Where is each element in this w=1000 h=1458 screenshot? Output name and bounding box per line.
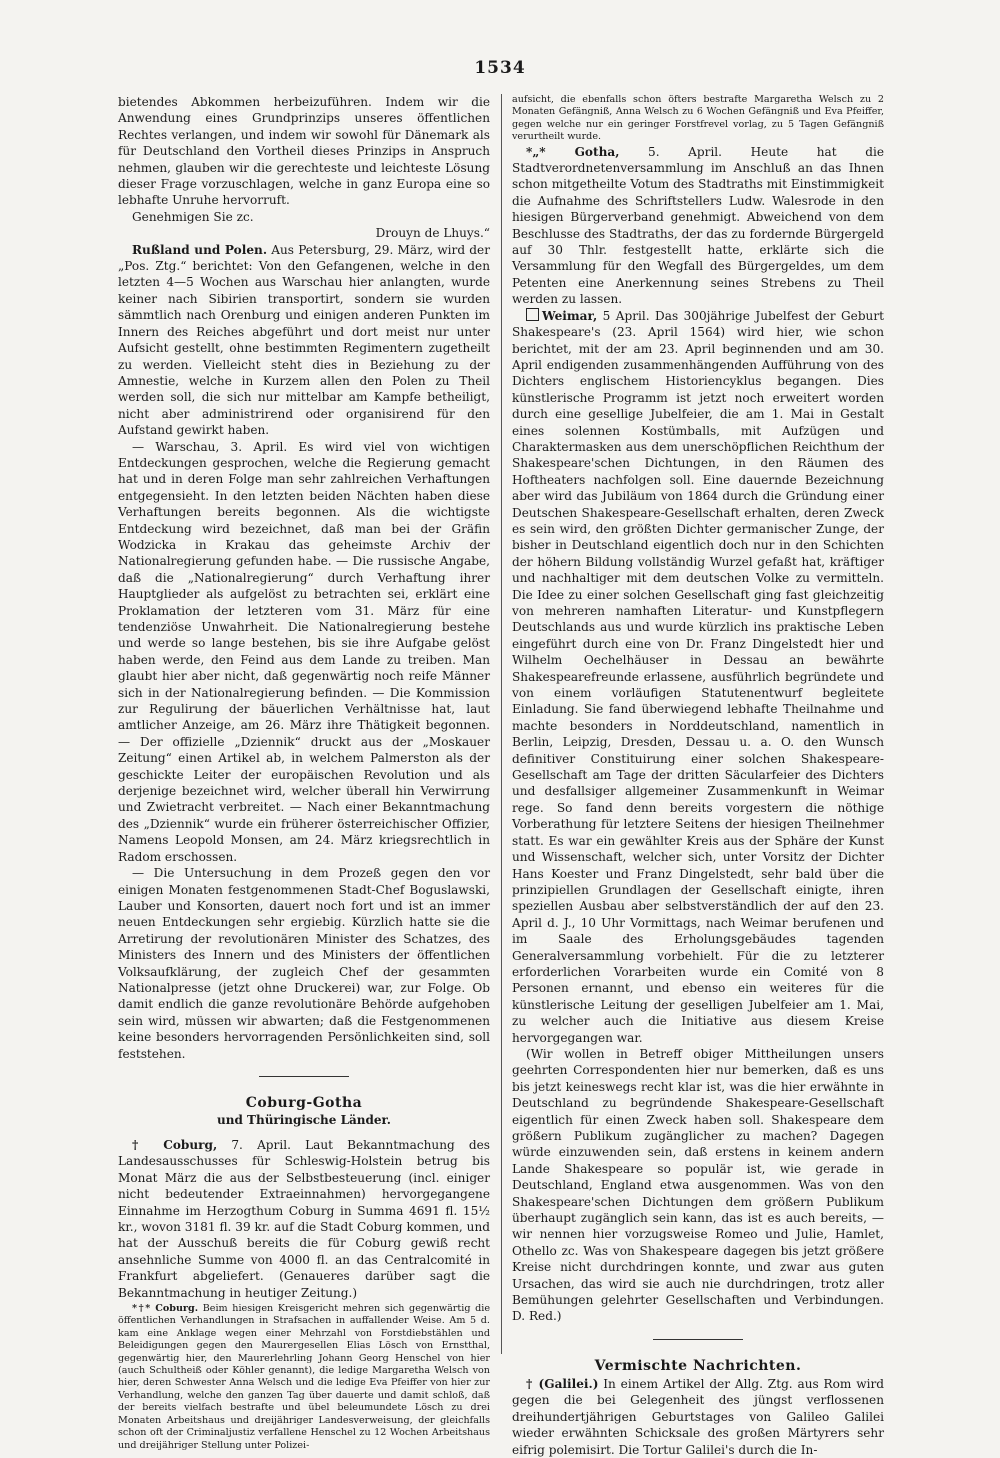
letter-closing: Genehmigen Sie zc. bbox=[132, 209, 254, 224]
russia-article bbox=[118, 242, 490, 439]
weimar-article bbox=[512, 308, 884, 1046]
russia-heading: Rußland und Polen. bbox=[132, 242, 268, 257]
box-marker-icon bbox=[526, 308, 539, 321]
galilei-article bbox=[512, 1376, 884, 1458]
gotha-body: 5. April. Heute hat die Stadtverordnetenversammlung im Anschluß an das Ihnen schon mitgetheilte Votum des Stadtraths mit Einstimmigkeit die Aufnahme des Schriftstellers Ludw. Walesrode in den hiesigen Bürgerverband genehmigt. Abweichend von dem Beschlusse des Stadtraths, der das zu fordernde Bürgergeld auf 30 Thlr. festgestellt hatte, erklärte sich die Versammlung für den Wegfall des Bürgergeldes, um dem Petenten eine Anerkennung seines Strebens zu Theil werden zu lassen. bbox=[512, 144, 884, 307]
coburg-body: 7. April. Laut Bekanntmachung des Landesausschusses für Schleswig-Holstein betrug bis Monat März die aus der Selbstbesteuerung (incl. einiger nicht bedeutender Extraeinnahmen) hervorgegangene Einnahme im Herzogthum Coburg in Summa 4691 fl. 15½ kr., wovon 3181 fl. 39 kr. auf die Stadt Coburg kommen, und hat der Ausschuß bereits die für Coburg gewiß recht ansehnliche Summe von 4000 fl. an das Centralcomité in Frankfurt abgeliefert. (Genaueres darüber sagt die Bekanntmachung in heutiger Zeitung.) bbox=[118, 1137, 490, 1300]
letter-signature: Drouyn de Lhuys.“ bbox=[375, 226, 490, 241]
column-rule bbox=[501, 94, 502, 1354]
coburg-article bbox=[118, 1137, 490, 1301]
court-heading: *†* Coburg. bbox=[132, 1303, 199, 1315]
investigation-article: — Die Untersuchung in dem Prozeß gegen den vor einigen Monaten festgenommenen Stadt-Chef Boguslawski, Lauber und Konsorten, dauert noch fort und ist an immer neuen Entdeckungen sehr ergiebig. Kürzlich hatte sie die Arretirung der revolutionären Minister des Schatzes, des Ministers des Innern und des Ministers der öffentlichen Volksaufklärung, der zugleich Chef der gesammten Nationalpresse (jetzt ohne Druckerei) war, zur Folge. Ob damit endlich die ganze revolutionäre Behörde aufgehoben sein wird, müssen wir abwarten; daß die Festgenommenen keine besonders hervorragenden Persönlichkeiten sind, soll feststehen. bbox=[118, 866, 490, 1061]
court-article-continuation: aufsicht, die ebenfalls schon öfters bestrafte Margaretha Welsch zu 2 Monaten Gefängniß, Anna Welsch zu 6 Wochen Gefängniß und Eva Pfeiffer, gegen welche nur ein geringer Forstfrevel vorlag, zu 5 Tagen Gefängniß verurtheilt wurde. bbox=[512, 94, 884, 143]
section-divider bbox=[259, 1076, 349, 1077]
coburg-heading: † Coburg, bbox=[132, 1137, 218, 1152]
warsaw-article: — Warschau, 3. April. Es wird viel von wichtigen Entdeckungen gesprochen, welche die Regierung gemacht hat und in deren Folge man sehr zahlreichen Verhaftungen entgegensieht. In den letzten beiden Nächten haben diese Verhaftungen bereits begonnen. Als die wichtigste Entdeckung wird bezeichnet, daß man bei der Gräfin Wodzicka in Krakau das geheimste Archiv der Nationalregierung gefunden habe. — Die russische Angabe, daß die „Nationalregierung“ durch Verhaftung ihrer Hauptglieder als aufgelöst zu betrachten sei, erklärt eine Proklamation der letzteren vom 31. März für eine tendenziöse Unwahrheit. Die Nationalregierung bestehe und werde so lange bestehen, bis sie ihre Aufgabe gelöst haben werde, den Feind aus dem Lande zu treiben. Man glaubt hier aber nicht, daß gegenwärtig noch reife Männer sich in der Nationalregierung befinden. — Die Kommission zur Regulirung der bäuerlichen Verhältnisse hat, laut amtlicher Anzeige, am 26. März ihre Thätigkeit begonnen. — Der offizielle „Dziennik“ druckt aus der „Moskauer Zeitung“ einen Artikel ab, in welchem Palmerston als der geschickte Leiter der europäischen Revolution und als derjenige bezeichnet wird, welcher überall hin Verwirrung und Zwietracht verbreitet. — Nach einer Bekanntmachung des „Dziennik“ wurde ein früherer österreichischer Offizier, Namens Leopold Monsen, am 24. März kriegsrechtlich in Radom erschossen. bbox=[118, 439, 490, 864]
weimar-body: 5 April. Das 300jährige Jubelfest der Geburt Shakespeare's (23. April 1564) wird hier, wie schon berichtet, mit der am 23. April beginnenden und am 30. April endigenden zusammenhängenden Aufführung von des Dichters englischem Historiencyklus begangen. Dies künstlerische Programm ist jetzt noch erweitert worden durch eine gesellige Jubelfeier, die am 1. Mai in Gestalt eines solennen Kostümballs, mit Aufzügen und Charaktermasken aus dem unerschöpflichen Reichthum der Shakespeare'schen Dichtungen, in den Räumen des Hoftheaters nachfolgen soll. Eine dauernde Bezeichnung aber wird das Jubiläum von 1864 durch die Gründung einer Deutschen Shakespeare-Gesellschaft erhalten, deren Zweck es sein wird, den größten Dichter germanischer Zunge, der bisher in Deutschland eigentlich doch nur in den Schichten der höhern Bildung vollständig Wurzel gefaßt hat, kräftiger und nachhaltiger mit dem deutschen Volke zu vermitteln. Die Idee zu einer solchen Gesellschaft ging fast gleichzeitig von mehreren namhaften Literatur- und Kunstpflegern Deutschlands aus und wurde kürzlich ins praktische Leben eingeführt durch eine von Dr. Franz Dingelstedt hier und Wilhelm Oechelhäuser in Dessau an bewährte Shakespearefreunde erlassene, ausführlich begründete und von einem vorläufigen Statutenentwurf begleitete Einladung. Sie fand überwiegend lebhafte Theilnahme und machte besonders in Norddeutschland, namentlich in Berlin, Leipzig, Dresden, Dessau u. a. O. den Wunsch definitiver Constituirung einer solchen Shakespeare-Gesellschaft am Tage der dritten Säcularfeier des Dichters und desfallsiger allgemeiner Zusammenkunft in Weimar rege. So fand denn bereits vorgestern die nöthige Vorberathung für letztere Seitens der hiesigen Theilnehmer statt. Es war ein gewählter Kreis aus der Sphäre der Kunst und Wissenschaft, welcher sich, unter Vorsitz der Dichter Hans Koester und Franz Dingelstedt, sehr bald über die prinzipiellen Grundlagen der Gesellschaft einigte, ihren speziellen Ausbau aber selbstverständlich der auf den 23. April d. J., 10 Uhr Vormittags, nach Weimar berufenen und im Saale des Erholungsgebäudes tagenden Generalversammlung vorbehielt. Für die zu letzterer erforderlichen Vorarbeiten wurde ein Comité von 8 Personen ernannt, und ebenso ein weiteres für die künstlerische Leitung der geselligen Jubelfeier am 1. Mai, zu welcher auch die Initiative aus diesem Kreise hervorgegangen war. bbox=[512, 308, 884, 1045]
right-column bbox=[512, 94, 884, 1458]
article-continuation: bietendes Abkommen herbeizuführen. Indem wir die Anwendung eines Grundprinzips unseres öffentlichen Rechtes verlangen, und indem wir sowohl für Dänemark als für Deutschland den Vortheil dieses Prinzips in Anspruch nehmen, glauben wir die gerechteste und leichteste Lösung dieser Frage vorzuschlagen, welche in ganz Europa eine so lebhafte Unruhe hervorruft. bbox=[118, 95, 490, 208]
weimar-heading: Weimar, bbox=[542, 308, 598, 323]
court-article bbox=[118, 1303, 490, 1452]
gotha-heading: *„* Gotha, bbox=[526, 144, 620, 159]
editorial-note: (Wir wollen in Betreff obiger Mittheilungen unsers geehrten Correspondenten hier nur bemerken, daß es uns bis jetzt keineswegs recht klar ist, was die hier erwähnte in Deutschland zu begründende Shakespeare-Gesellschaft eigentlich für einen Zweck haben soll. Shakespeare dem größern Publikum zugänglicher zu machen? Dagegen würde einzuwenden sein, daß erstens in keinem andern Lande Shakespeare so populär ist, wie gerade in Deutschland, England etwa ausgenommen. Was von den Shakespeare'schen Dichtungen dem größern Publikum überhaupt zugänglich sein kann, das ist es auch bereits, — wir nennen hier vorzugsweise Romeo und Julie, Hamlet, Othello zc. Was von Shakespeare dagegen bis jetzt größere Kreise nicht durchdringen konnte, und zwar aus guten Ursachen, das wird sie auch nie durchdringen, trotz aller Bemühungen gelehrter Gesellschaften und Verbindungen. D. Red.) bbox=[512, 1046, 884, 1324]
page-number: 1534 bbox=[474, 58, 526, 78]
section-divider bbox=[653, 1339, 743, 1340]
section-title-coburg-gotha: Coburg-Gotha bbox=[245, 1094, 363, 1111]
galilei-body: In einem Artikel der Allg. Ztg. aus Rom wird gegen die bei Gelegenheit des jüngst verflossenen dreihundertjährigen Geburtstages von Galileo Galilei wieder erwähnten Schicksale des großen Märtyrers sehr eifrig polemisirt. Die Tortur Galilei's durch die In- bbox=[512, 1376, 884, 1457]
section-title-miscellaneous: Vermischte Nachrichten. bbox=[594, 1357, 802, 1374]
galilei-heading: † (Galilei.) bbox=[526, 1376, 599, 1391]
court-body: Beim hiesigen Kreisgericht mehren sich gegenwärtig die öffentlichen Verhandlungen in Strafsachen in auffallender Weise. Am 5 d. kam eine Anklage wegen einer Mehrzahl von Forstdiebstählen und Beleidigungen gegen den Maurergesellen Elias Lösch von Ernstthal, gegenwärtig hier, den Maurerlehrling Johann Georg Henschel von hier (auch Schultheiß oder Köhler genannt), die ledige Margaretha Welsch von hier, deren Schwester Anna Welsch und die ledige Eva Pfeiffer von hier zur Verhandlung, welche den ganzen Tag über dauerte und damit schloß, daß der bereits vielfach bestrafte und übel beleumundete Lösch zu drei Monaten Arbeitshaus und dreijähriger Landesverweisung, der gleichfalls schon oft der Criminaljustiz verfallene Henschel zu 12 Wochen Arbeitshaus und dreijähriger Stellung unter Polizei- bbox=[118, 1303, 490, 1451]
left-column bbox=[118, 94, 490, 1452]
gotha-article bbox=[512, 144, 884, 308]
russia-body: Aus Petersburg, 29. März, wird der „Pos. Ztg.“ berichtet: Von den Gefangenen, welche in den letzten 4—5 Wochen aus Warschau hier anlangten, wurde keiner nach Sibirien transportirt, sondern sie wurden sämmtlich nach Orenburg und einigen anderen Punkten im Innern des Reiches abgeführt und dort meist nur unter Aufsicht gestellt, ohne bestimmten Regimentern zugetheilt zu werden. Vielleicht steht dies in Beziehung zu der Amnestie, welche in Kurzem allen den Polen zu Theil werden soll, die sich nur mittelbar am Kampfe betheiligt, nicht aber administrirend oder organisirend für den Aufstand gewirkt haben. bbox=[118, 242, 490, 438]
section-subtitle-thuringia: und Thüringische Länder. bbox=[217, 1112, 391, 1127]
